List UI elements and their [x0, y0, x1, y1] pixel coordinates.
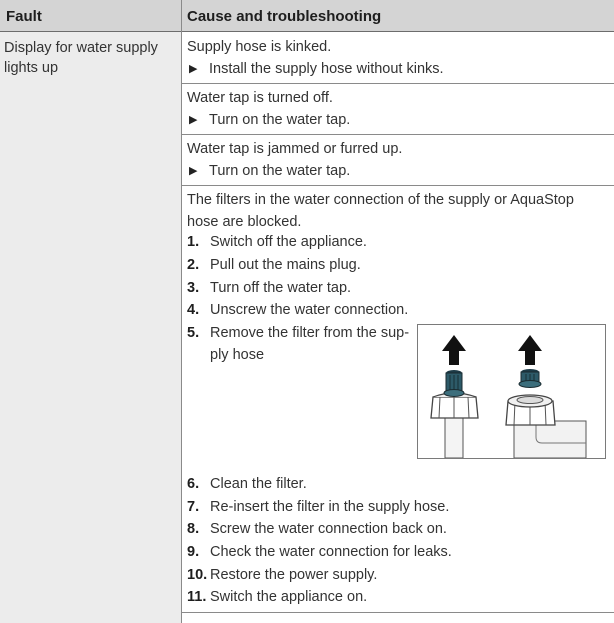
- step-text: Clean the filter.: [210, 476, 307, 492]
- cause-text: Supply hose is kinked.: [187, 39, 332, 55]
- step-item: [187, 564, 377, 586]
- action-item: [187, 109, 611, 131]
- cause-text: Water tap is turned off.: [187, 90, 333, 106]
- step-text: Unscrew the water connection.: [210, 302, 409, 318]
- step-item: [187, 322, 409, 344]
- row-kinked-hose: [187, 36, 611, 80]
- step-text: Switch off the appliance.: [210, 234, 367, 250]
- step-number: 10.: [187, 567, 208, 583]
- step-number: 1.: [187, 234, 200, 250]
- row-separator: [182, 83, 614, 84]
- step-text: Switch the appliance on.: [210, 589, 368, 605]
- step-number: 6.: [187, 476, 200, 492]
- cause-text: Water tap is jammed or furred up.: [187, 141, 403, 157]
- step-text: Restore the power supply.: [210, 567, 378, 583]
- step-item: [187, 254, 361, 276]
- action-text: Turn on the water tap.: [209, 163, 351, 179]
- step-number: 8.: [187, 521, 200, 537]
- row-tap-off: [187, 87, 611, 131]
- fault-column: [0, 32, 181, 623]
- step-item: [187, 586, 367, 608]
- step-text: Check the water connection for leaks.: [210, 544, 452, 560]
- header-cause: Cause and troubleshooting: [187, 8, 382, 25]
- step-item: [187, 231, 367, 253]
- step-text: Re-insert the filter in the supply hose.: [210, 499, 450, 515]
- step-item: [187, 299, 408, 321]
- step-text: Pull out the mains plug.: [210, 257, 361, 273]
- step-number: 4.: [187, 302, 200, 318]
- column-divider: [181, 0, 182, 623]
- step-number: 11.: [187, 589, 207, 605]
- step-text-continued: ply hose: [210, 347, 265, 363]
- action-item: [187, 58, 611, 80]
- step-number: 2.: [187, 257, 200, 273]
- filter-removal-illustration: [417, 324, 606, 459]
- row-separator: [182, 134, 614, 135]
- action-text: Install the supply hose without kinks.: [209, 61, 444, 77]
- filters-cause: The filters in the water connection of the supply or AquaStop hose are blocked.: [187, 192, 574, 230]
- step-text: Turn off the water tap.: [210, 280, 352, 296]
- step-item: [187, 518, 447, 540]
- up-arrow-icon: [442, 335, 466, 365]
- row-separator: [182, 612, 614, 613]
- step-number: 9.: [187, 544, 200, 560]
- triangle-right-icon: ▶: [189, 63, 198, 75]
- action-item: [187, 160, 611, 182]
- step-item: [187, 541, 452, 563]
- illustration-svg: [418, 325, 605, 458]
- step-number: 5.: [187, 325, 200, 341]
- step-text: Remove the filter from the sup-: [210, 325, 410, 341]
- step-text: Screw the water connection back on.: [210, 521, 447, 537]
- triangle-right-icon: ▶: [189, 114, 198, 126]
- row-tap-jammed: [187, 138, 611, 182]
- table-header: [0, 0, 614, 32]
- step-item: [187, 496, 449, 518]
- step-number: 7.: [187, 499, 200, 515]
- up-arrow-icon: [518, 335, 542, 365]
- fault-text: Display for water supply lights up: [4, 40, 158, 76]
- step-item: [187, 277, 351, 299]
- header-fault: Fault: [6, 8, 42, 25]
- step-item: [187, 473, 307, 495]
- triangle-right-icon: ▶: [189, 165, 198, 177]
- action-text: Turn on the water tap.: [209, 112, 351, 128]
- row-separator: [182, 185, 614, 186]
- step-number: 3.: [187, 280, 200, 296]
